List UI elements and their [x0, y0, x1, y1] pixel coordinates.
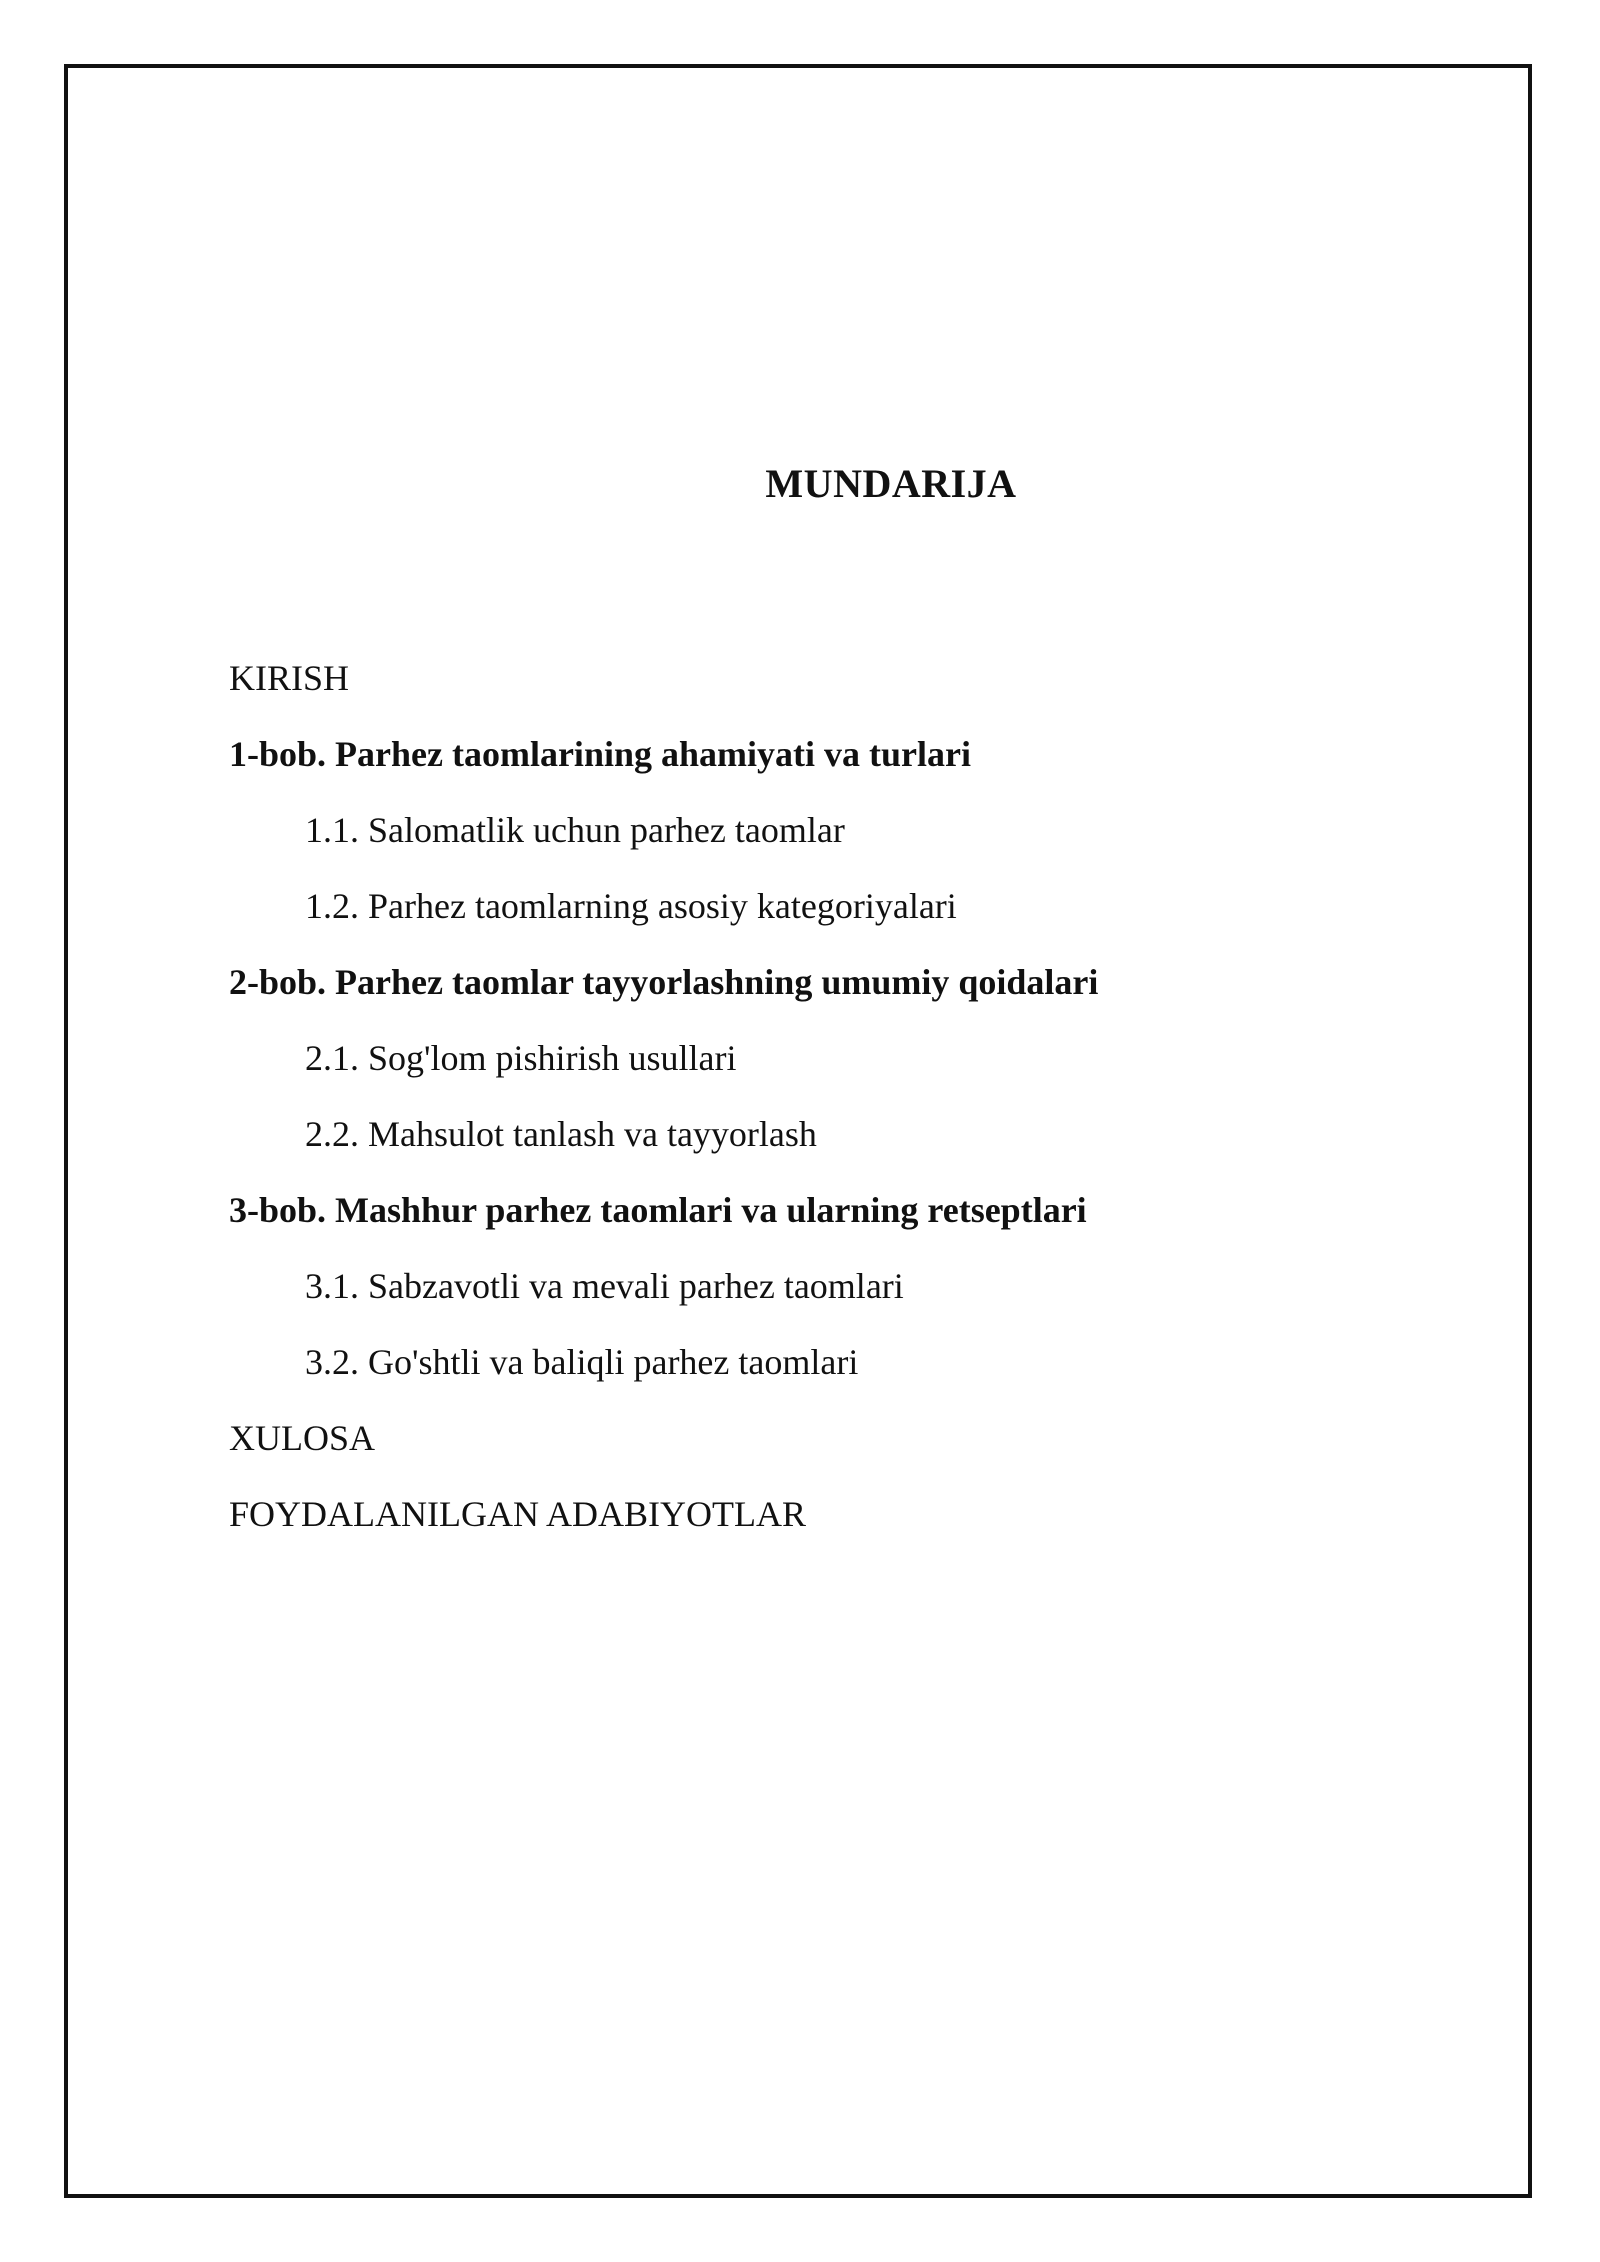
page-title: MUNDARIJA [765, 461, 1017, 506]
toc-section-2-2: 2.2. Mahsulot tanlash va tayyorlash [305, 1114, 817, 1154]
toc-entry-xulosa: XULOSA [229, 1418, 376, 1458]
toc-section-3-2: 3.2. Go'shtli va baliqli parhez taomlari [305, 1342, 859, 1382]
toc-entry-kirish: KIRISH [229, 658, 350, 698]
toc-chapter-2: 2-bob. Parhez taomlar tayyorlashning umumiy qoidalari [229, 962, 1099, 1002]
table-of-contents [229, 640, 1479, 1552]
toc-section-2-1: 2.1. Sog'lom pishirish usullari [305, 1038, 737, 1078]
toc-chapter-3: 3-bob. Mashhur parhez taomlari va ularning retseptlari [229, 1190, 1087, 1230]
toc-section-1-1: 1.1. Salomatlik uchun parhez taomlar [305, 810, 845, 850]
toc-chapter-1: 1-bob. Parhez taomlarining ahamiyati va turlari [229, 734, 971, 774]
toc-section-3-1: 3.1. Sabzavotli va mevali parhez taomlari [305, 1266, 904, 1306]
toc-entry-references: FOYDALANILGAN ADABIYOTLAR [229, 1494, 806, 1534]
toc-section-1-2: 1.2. Parhez taomlarning asosiy kategoriyalari [305, 886, 957, 926]
